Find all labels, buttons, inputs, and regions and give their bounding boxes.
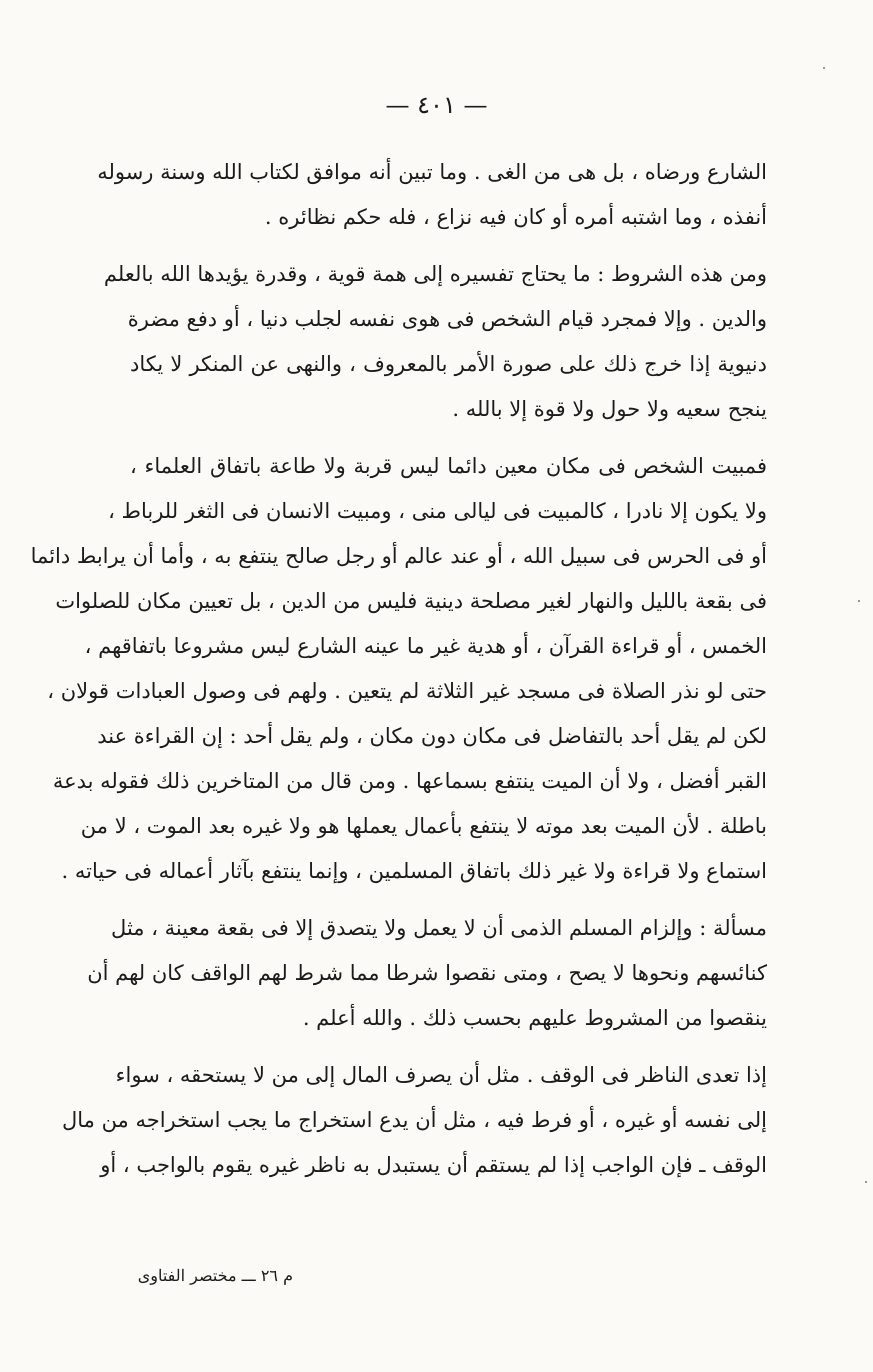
text-line: أو فى الحرس فى سبيل الله ، أو عند عالم أو رجل صالح ينتفع به ، وأما أن يرابط دائما	[30, 544, 767, 568]
text-line: الخمس ، أو قراءة القرآن ، أو هدية غير ما عينه الشارع ليس مشروعا باتفاقهم ،	[84, 634, 767, 658]
footer-signature: م ٢٦ ـــ مختصر الفتاوى	[137, 1266, 293, 1285]
paper-speck	[865, 1181, 867, 1183]
text-line: الشارع ورضاه ، بل هى من الغى . وما تبين أنه موافق لكتاب الله وسنة رسوله	[97, 160, 767, 184]
text-line: استماع ولا قراءة ولا غير ذلك باتفاق المسلمين ، وإنما ينتفع بآثار أعماله فى حياته .	[61, 859, 767, 883]
text-line: والدين . وإلا فمجرد قيام الشخص فى هوى نفسه لجلب دنيا ، أو دفع مضرة	[127, 307, 767, 331]
text-line: ولا يكون إلا نادرا ، كالمبيت فى ليالى منى ، ومبيت الانسان فى الثغر للرباط ،	[108, 499, 767, 523]
text-line: حتى لو نذر الصلاة فى مسجد غير الثلاثة لم يتعين . ولهم فى وصول العبادات قولان ،	[47, 679, 767, 703]
text-line: إلى نفسه أو غيره ، أو فرط فيه ، مثل أن يدع استخراج ما يجب استخراجه من مال	[61, 1108, 767, 1132]
text-line: ينقصوا من المشروط عليهم بحسب ذلك . والله أعلم .	[302, 1006, 767, 1030]
text-line: كنائسهم ونحوها لا يصح ، ومتى نقصوا شرطا مما شرط لهم الواقف كان لهم أن	[87, 961, 767, 985]
text-line: الوقف ـ فإن الواجب إذا لم يستقم أن يستبدل به ناظر غيره يقوم بالواجب ، أو	[100, 1153, 767, 1177]
text-line: فى بقعة بالليل والنهار لغير مصلحة دينية فليس من الدين ، بل تعيين مكان للصلوات	[55, 589, 767, 613]
paper-speck	[858, 600, 860, 602]
text-line: باطلة . لأن الميت بعد موته لا ينتفع بأعمال يعملها هو ولا غيره بعد الموت ، لا من	[80, 814, 767, 838]
text-line: فمبيت الشخص فى مكان معين دائما ليس قربة ولا طاعة باتفاق العلماء ،	[130, 454, 767, 478]
text-line: مسألة : وإلزام المسلم الذمى أن لا يعمل ولا يتصدق إلا فى بقعة معينة ، مثل	[111, 916, 767, 940]
text-line: ومن هذه الشروط : ما يحتاج تفسيره إلى همة قوية ، وقدرة يؤيدها الله بالعلم	[103, 262, 767, 286]
page-number: — ٤٠١ —	[385, 91, 488, 119]
text-line: أنفذه ، وما اشتبه أمره أو كان فيه نزاع ، فله حكم نظائره .	[264, 205, 767, 229]
text-line: إذا تعدى الناظر فى الوقف . مثل أن يصرف المال إلى من لا يستحقه ، سواء	[115, 1063, 767, 1087]
body-text	[30, 150, 767, 1188]
text-line: ينجح سعيه ولا حول ولا قوة إلا بالله .	[452, 397, 767, 421]
paper-speck	[823, 67, 825, 69]
text-line: لكن لم يقل أحد بالتفاضل فى مكان دون مكان ، ولم يقل أحد : إن القراءة عند	[97, 724, 767, 748]
text-line: دنيوية إذا خرج ذلك على صورة الأمر بالمعروف ، والنهى عن المنكر لا يكاد	[130, 352, 767, 376]
text-line: القبر أفضل ، ولا أن الميت ينتفع بسماعها . ومن قال من المتاخرين ذلك فقوله بدعة	[52, 769, 767, 793]
